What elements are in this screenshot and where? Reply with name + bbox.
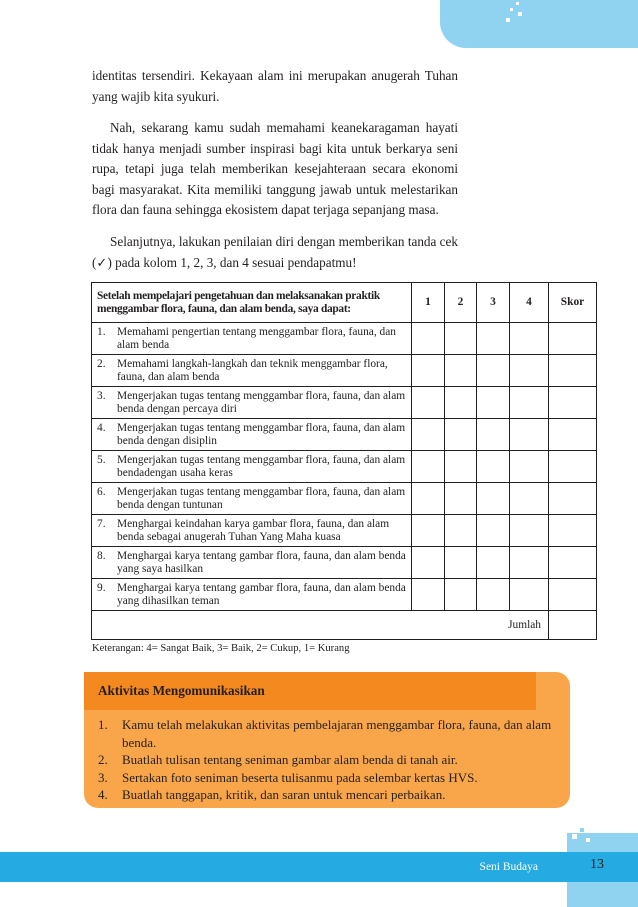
- item-statement: Mengerjakan tugas tentang menggambar flora, fauna, dan alam benda dengan tuntunan: [117, 486, 406, 511]
- paragraph-biodiversity: Nah, sekarang kamu sudah memahami keanekaragaman hayati tidak hanya menjadi sumber inspirasi bagi kita untuk berkarya seni rupa, tetapi juga telah memberikan kesejahteraan secara ekonomi bagi masyarakat. Kita memiliki tanggung jawab untuk melestarikan flora dan fauna sehingga ekosistem dapat terjaga sepanjang masa.: [92, 120, 458, 218]
- table-row: [92, 547, 597, 579]
- check-cell-3[interactable]: [477, 355, 510, 387]
- check-cell-2[interactable]: [445, 323, 477, 355]
- item-number: 8.: [97, 550, 106, 562]
- item-number: 3.: [97, 390, 106, 402]
- item-number: 6.: [97, 486, 106, 498]
- check-cell-2[interactable]: [445, 355, 477, 387]
- list-item: 3. Sertakan foto seniman beserta tulisanmu pada selembar kertas HVS.: [98, 769, 478, 785]
- check-cell-1[interactable]: [412, 387, 445, 419]
- check-cell-1[interactable]: [412, 483, 445, 515]
- score-cell[interactable]: [549, 419, 597, 451]
- check-cell-2[interactable]: [445, 419, 477, 451]
- check-cell-4[interactable]: [510, 387, 549, 419]
- table-row: [92, 323, 597, 355]
- check-cell-3[interactable]: [477, 419, 510, 451]
- item-number: 5.: [97, 454, 106, 466]
- item-number: 4.: [97, 422, 106, 434]
- check-cell-1[interactable]: [412, 515, 445, 547]
- item-statement: Memahami pengertian tentang menggambar flora, fauna, dan alam benda: [117, 326, 396, 351]
- check-cell-3[interactable]: [477, 387, 510, 419]
- item-number: 1.: [97, 326, 106, 338]
- legend-note: Keterangan: 4= Sangat Baik, 3= Baik, 2= Cukup, 1= Kurang: [92, 643, 350, 654]
- score-cell[interactable]: [549, 323, 597, 355]
- decorative-square: [580, 828, 584, 832]
- check-cell-4[interactable]: [510, 579, 549, 611]
- list-item: 2. Buatlah tulisan tentang seniman gambar alam benda di tanah air.: [98, 752, 458, 768]
- table-row: [92, 579, 597, 611]
- table-row: [92, 451, 597, 483]
- check-cell-3[interactable]: [477, 515, 510, 547]
- score-cell[interactable]: [549, 515, 597, 547]
- check-cell-3[interactable]: [477, 579, 510, 611]
- table-row: [92, 355, 597, 387]
- table-header-row: [92, 283, 597, 323]
- check-cell-1[interactable]: [412, 451, 445, 483]
- score-cell[interactable]: [549, 387, 597, 419]
- item-statement: Menghargai karya tentang gambar flora, fauna, dan alam benda yang dihasilkan teman: [117, 582, 406, 607]
- header-col-score: Skor: [549, 283, 597, 323]
- table-row: [92, 515, 597, 547]
- check-cell-1[interactable]: [412, 419, 445, 451]
- table-row: [92, 483, 597, 515]
- paragraph-intro: identitas tersendiri. Kekayaan alam ini merupakan anugerah Tuhan yang wajib kita syukuri.: [92, 68, 458, 104]
- check-cell-3[interactable]: [477, 547, 510, 579]
- item-statement: Mengerjakan tugas tentang menggambar flora, fauna, dan alam bendadengan usaha keras: [117, 454, 406, 479]
- check-cell-1[interactable]: [412, 323, 445, 355]
- item-number: 2.: [97, 358, 106, 370]
- check-cell-4[interactable]: [510, 483, 549, 515]
- item-statement: Menghargai karya tentang gambar flora, fauna, dan alam benda yang saya hasilkan: [117, 550, 406, 575]
- decorative-square: [572, 834, 577, 839]
- header-col-3: 3: [477, 283, 510, 323]
- item-statement: Mengerjakan tugas tentang menggambar flora, fauna, dan alam benda dengan disiplin: [117, 422, 406, 447]
- check-cell-2[interactable]: [445, 451, 477, 483]
- total-row: [92, 611, 597, 640]
- check-cell-4[interactable]: [510, 355, 549, 387]
- book-title: Seni Budaya: [479, 861, 538, 873]
- check-cell-4[interactable]: [510, 451, 549, 483]
- check-cell-3[interactable]: [477, 451, 510, 483]
- score-cell[interactable]: [549, 579, 597, 611]
- score-cell[interactable]: [549, 547, 597, 579]
- table-row: [92, 419, 597, 451]
- header-question: Setelah mempelajari pengetahuan dan melaksanakan praktik menggambar flora, fauna, dan alam benda, saya dapat:: [92, 283, 412, 323]
- item-statement: Mengerjakan tugas tentang menggambar flora, fauna, dan alam benda dengan percaya diri: [117, 390, 406, 415]
- check-cell-4[interactable]: [510, 419, 549, 451]
- item-number: 7.: [97, 518, 106, 530]
- score-cell[interactable]: [549, 451, 597, 483]
- footer-band: [0, 852, 638, 882]
- check-cell-2[interactable]: [445, 579, 477, 611]
- check-cell-1[interactable]: [412, 355, 445, 387]
- page-number: 13: [590, 857, 604, 872]
- check-cell-2[interactable]: [445, 515, 477, 547]
- header-col-2: 2: [445, 283, 477, 323]
- check-cell-2[interactable]: [445, 387, 477, 419]
- total-score-cell[interactable]: [549, 611, 597, 640]
- list-item: 4. Buatlah tanggapan, kritik, dan saran untuk mencari perbaikan.: [98, 787, 446, 803]
- check-cell-4[interactable]: [510, 515, 549, 547]
- item-statement: Memahami langkah-langkah dan teknik menggambar flora, fauna, dan alam benda: [117, 358, 388, 383]
- header-col-4: 4: [510, 283, 549, 323]
- activity-title: Aktivitas Mengomunikasikan: [98, 683, 265, 698]
- check-cell-3[interactable]: [477, 483, 510, 515]
- item-statement: Menghargai keindahan karya gambar flora, fauna, dan alam benda sebagai anugerah Tuhan Yang Maha kuasa: [117, 518, 390, 543]
- paragraph-instruction: Selanjutnya, lakukan penilaian diri dengan memberikan tanda cek (✓) pada kolom 1, 2, 3, dan 4 sesuai pendapatmu!: [92, 234, 458, 270]
- check-cell-2[interactable]: [445, 547, 477, 579]
- check-cell-2[interactable]: [445, 483, 477, 515]
- activity-list: [98, 716, 564, 804]
- check-cell-1[interactable]: [412, 579, 445, 611]
- check-cell-4[interactable]: [510, 323, 549, 355]
- table-row: [92, 387, 597, 419]
- header-col-1: 1: [412, 283, 445, 323]
- check-cell-1[interactable]: [412, 547, 445, 579]
- score-cell[interactable]: [549, 355, 597, 387]
- activity-box: [84, 672, 570, 808]
- top-decorative-band: [440, 0, 638, 48]
- self-assessment-table: [91, 282, 597, 640]
- item-number: 9.: [97, 582, 106, 594]
- total-label: Jumlah: [92, 611, 549, 640]
- check-cell-4[interactable]: [510, 547, 549, 579]
- list-item: 1. Kamu telah melakukan aktivitas pembelajaran menggambar flora, fauna, dan alam benda.: [98, 717, 552, 750]
- decorative-square: [586, 838, 590, 842]
- check-cell-3[interactable]: [477, 323, 510, 355]
- score-cell[interactable]: [549, 483, 597, 515]
